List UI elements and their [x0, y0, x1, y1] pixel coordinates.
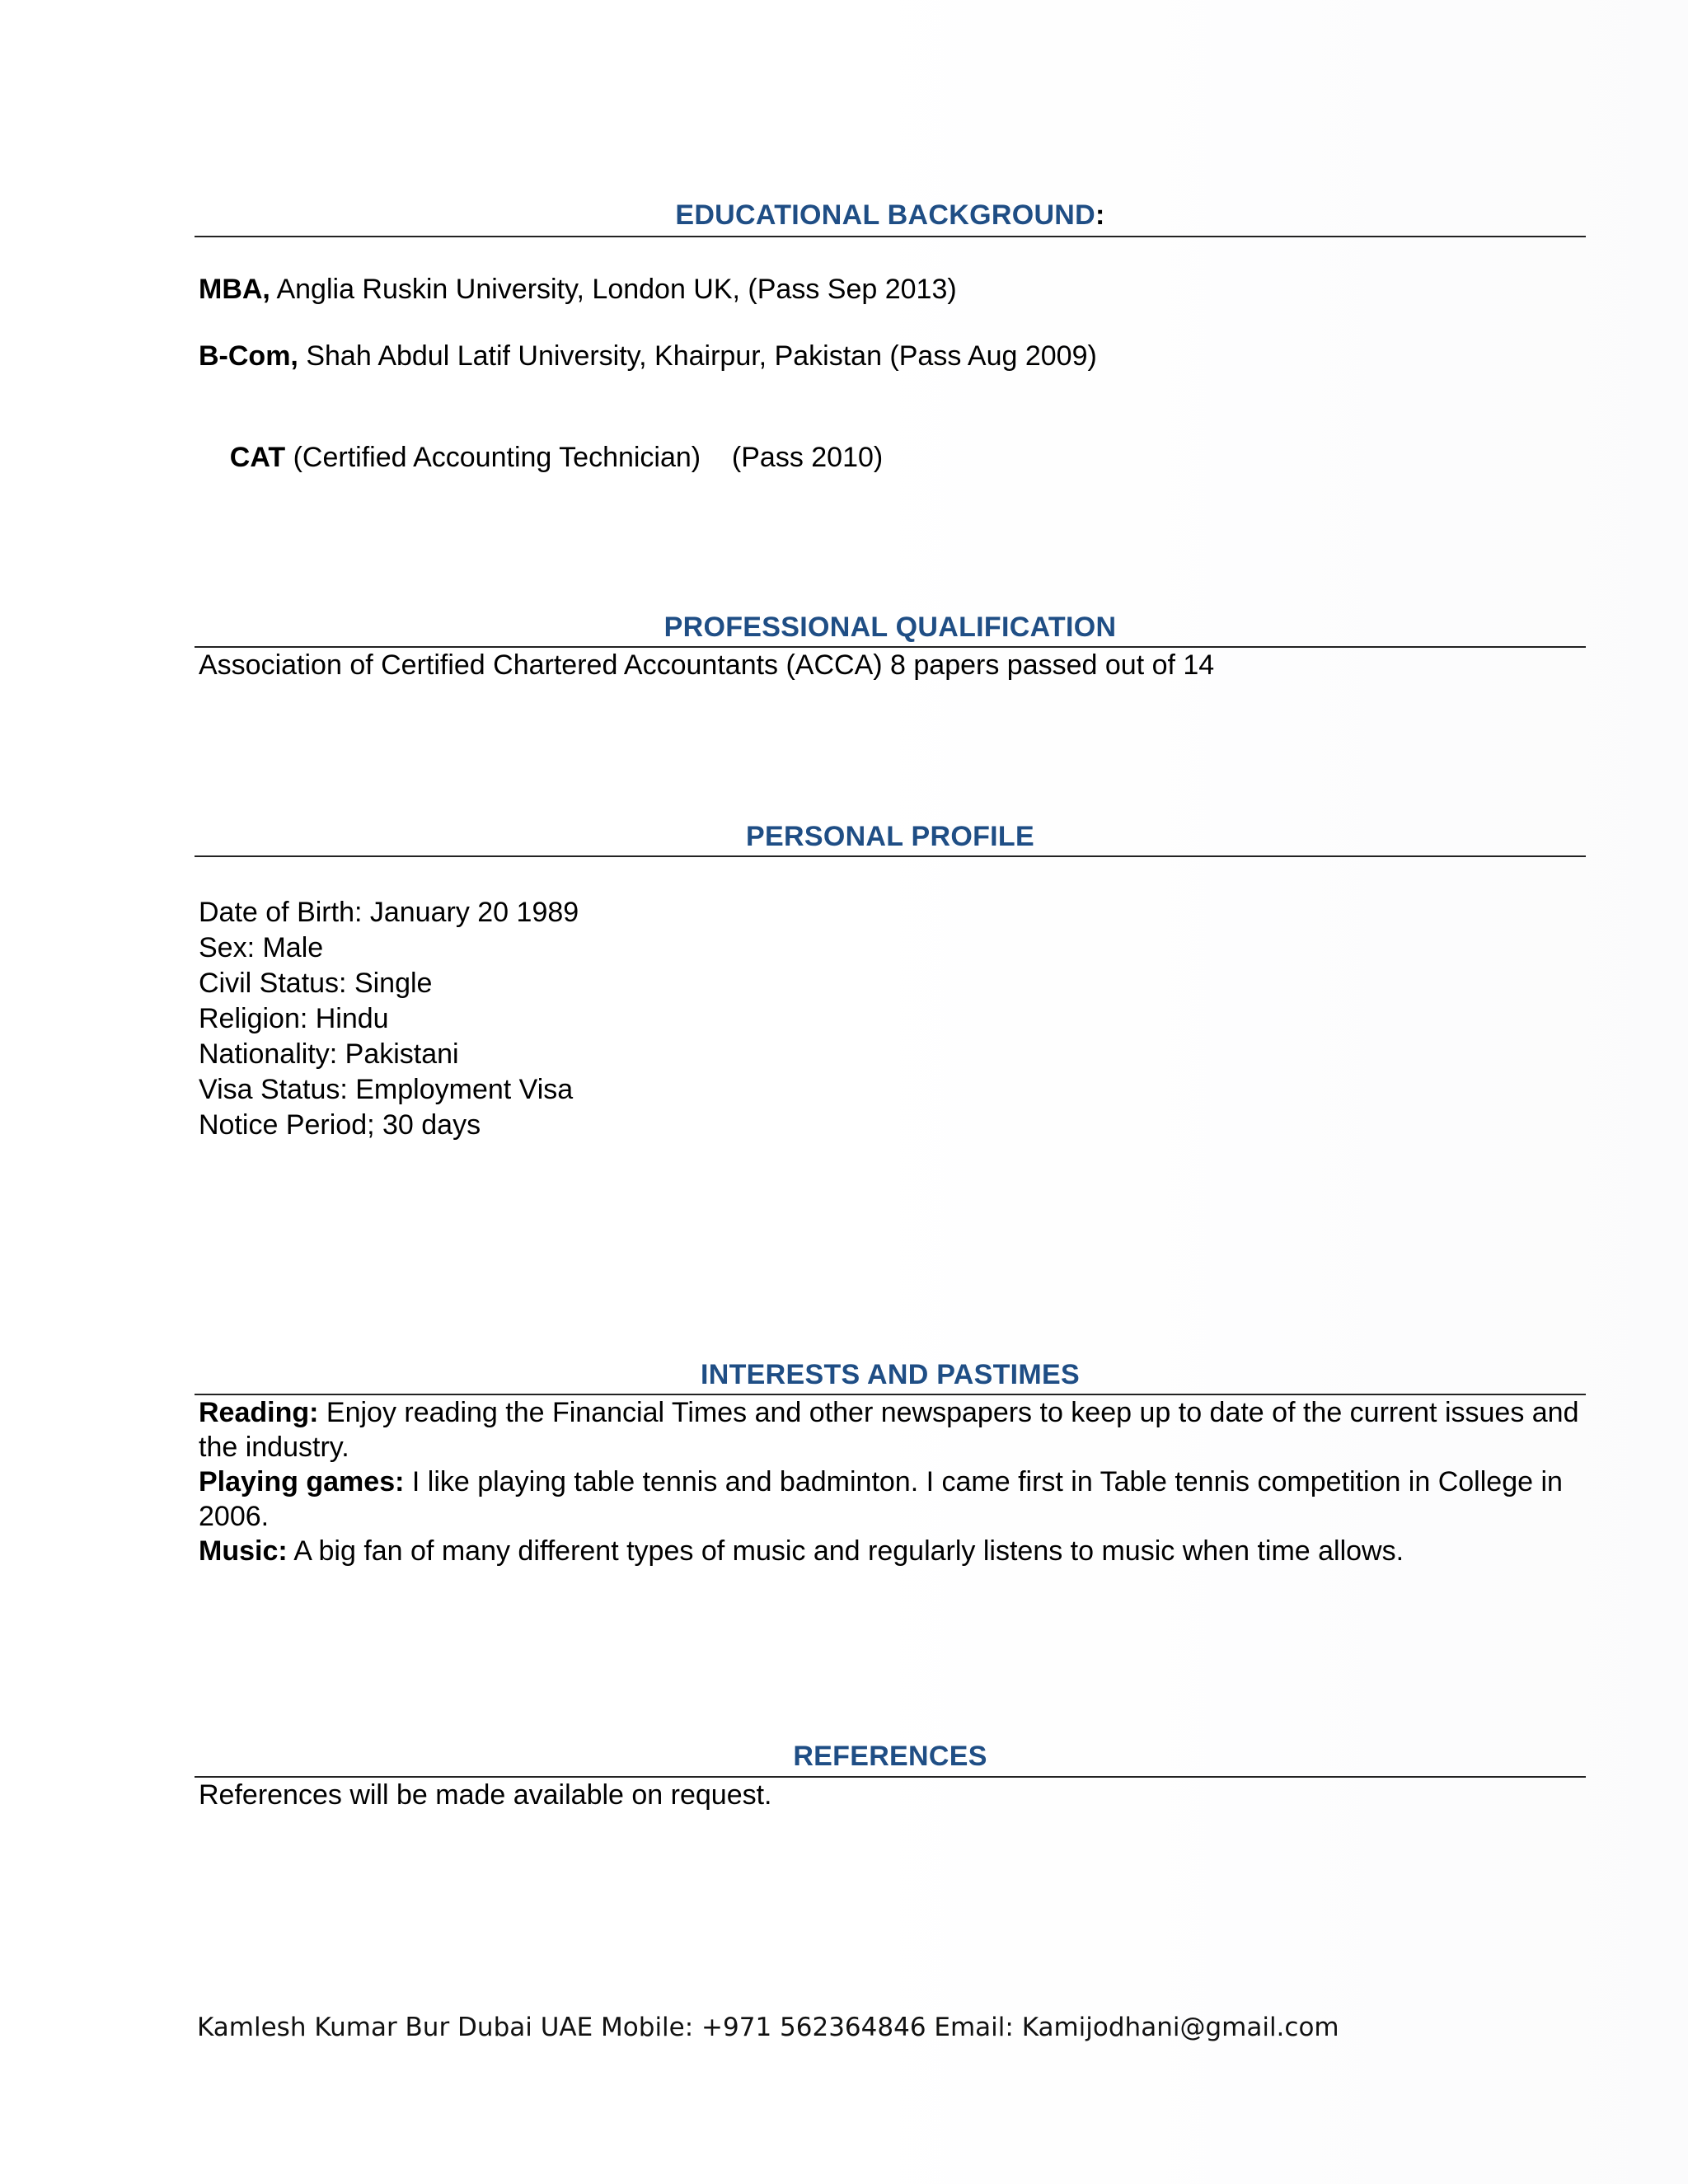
education-rule	[195, 236, 1586, 237]
personal-line-religion: Religion: Hindu	[199, 1003, 389, 1034]
interest-item	[199, 1465, 1592, 1534]
personal-line-nationality: Nationality: Pakistani	[199, 1038, 459, 1070]
professional-text: Association of Certified Chartered Accountants (ACCA) 8 papers passed out of 14	[199, 649, 1215, 681]
interest-text: Enjoy reading the Financial Times and other newspapers to keep up to date of the current issues and the industry.	[199, 1397, 1579, 1463]
personal-line-sex: Sex: Male	[199, 932, 324, 963]
education-heading	[195, 199, 1586, 232]
education-detail: (Certified Accounting Technician) (Pass 2010)	[285, 442, 884, 473]
personal-line-notice-period: Notice Period; 30 days	[199, 1109, 481, 1141]
education-heading-text: EDUCATIONAL BACKGROUND	[675, 199, 1096, 231]
education-degree: MBA,	[199, 274, 270, 305]
contact-footer: Kamlesh Kumar Bur Dubai UAE Mobile: +971 562364846 Email: Kamijodhani@gmail.com	[197, 2013, 1339, 2042]
personal-heading	[195, 820, 1586, 853]
interest-item	[199, 1534, 1592, 1568]
interests-heading	[195, 1358, 1586, 1391]
interest-label: Reading:	[199, 1397, 319, 1428]
references-heading	[195, 1740, 1586, 1773]
personal-line-civil-status: Civil Status: Single	[199, 968, 433, 999]
interest-text: I like playing table tennis and badminton. I came first in Table tennis competition in College in 2006.	[199, 1466, 1563, 1532]
education-degree: CAT	[229, 442, 286, 473]
education-detail: Anglia Ruskin University, London UK, (Pass Sep 2013)	[270, 274, 957, 305]
education-item	[199, 272, 957, 307]
interest-item	[199, 1395, 1592, 1465]
personal-heading-text: PERSONAL PROFILE	[746, 821, 1034, 852]
personal-details	[199, 895, 579, 1143]
interest-text: A big fan of many different types of music and regularly listens to music when time allows.	[287, 1535, 1404, 1567]
interests-list	[199, 1395, 1592, 1568]
education-item	[199, 405, 883, 509]
references-text: References will be made available on request.	[199, 1779, 772, 1811]
references-heading-text: REFERENCES	[793, 1741, 987, 1772]
personal-line-dob: Date of Birth: January 20 1989	[199, 897, 579, 928]
education-detail: Shah Abdul Latif University, Khairpur, Pakistan (Pass Aug 2009)	[298, 340, 1097, 372]
professional-heading-text: PROFESSIONAL QUALIFICATION	[663, 612, 1117, 643]
education-heading-colon: :	[1095, 199, 1105, 231]
interests-heading-text: INTERESTS AND PASTIMES	[701, 1359, 1080, 1390]
interest-label: Playing games:	[199, 1466, 405, 1497]
interest-label: Music:	[199, 1535, 288, 1567]
education-degree: B-Com,	[199, 340, 298, 372]
personal-rule	[195, 855, 1586, 857]
education-item	[199, 339, 1097, 373]
professional-heading	[195, 611, 1586, 644]
personal-line-visa-status: Visa Status: Employment Visa	[199, 1074, 574, 1105]
